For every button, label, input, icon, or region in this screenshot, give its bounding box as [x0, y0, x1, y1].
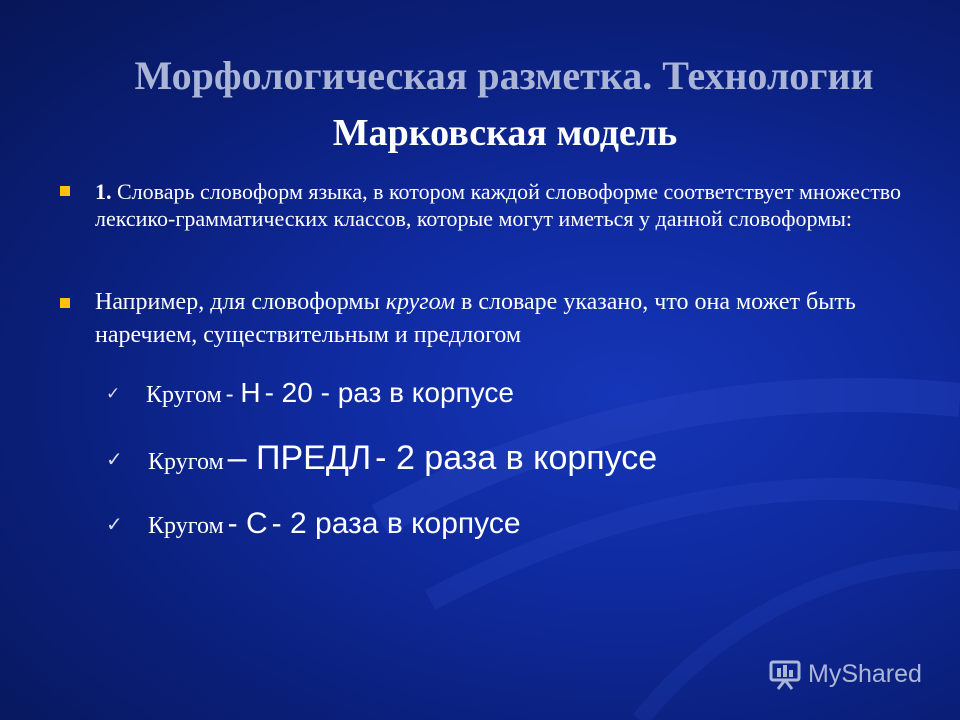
checkmark-icon: ✓: [106, 512, 123, 536]
sub-item-1: [146, 373, 514, 418]
sub-item-count: - 2 раза в корпусе: [271, 507, 521, 540]
sub-item-tag: С: [246, 507, 268, 540]
sub-item-sep: –: [227, 439, 257, 477]
sub-item-count: - 20 - раз в корпусе: [264, 377, 514, 408]
sub-item-word: Кругом: [148, 513, 224, 539]
square-bullet: [60, 186, 70, 196]
checkmark-icon: ✓: [106, 384, 121, 404]
checkmark-icon: ✓: [106, 447, 123, 471]
bullet-1-number: 1.: [95, 179, 112, 204]
sub-item-count: - 2 раза в корпусе: [375, 439, 658, 477]
square-bullet: [60, 298, 70, 308]
sub-item-word: Кругом: [148, 449, 224, 475]
sub-item-3: [148, 500, 521, 553]
bullet-1-text: [95, 178, 945, 232]
bullet-2-text: [95, 286, 945, 352]
sub-item-tag: Н: [240, 377, 261, 408]
bullet-2-emphasis: кругом: [385, 289, 456, 315]
watermark-logo: [768, 654, 922, 694]
presentation-icon: [768, 657, 802, 691]
sub-item-2: [148, 434, 657, 489]
sub-item-sep: -: [227, 507, 246, 540]
bullet-1-body: Словарь словоформ языка, в котором каждой словоформе соответствует множество лексико-грамматических классов, которые могут иметься у данной словоформы:: [95, 179, 902, 231]
slide-title: Морфологическая разметка. Технологии: [134, 53, 874, 98]
sub-item-sep: -: [225, 381, 241, 408]
bullet-2-before: Например, для словоформы: [95, 289, 386, 315]
slide-subtitle: Марковская модель: [332, 112, 678, 154]
bullet-2-after: в словаре указано, что она может быть наречием, существительным и предлогом: [95, 289, 856, 348]
watermark-text: MyShared: [808, 659, 922, 688]
sub-item-tag: ПРЕДЛ: [256, 439, 372, 477]
sub-item-word: Кругом: [146, 382, 222, 408]
